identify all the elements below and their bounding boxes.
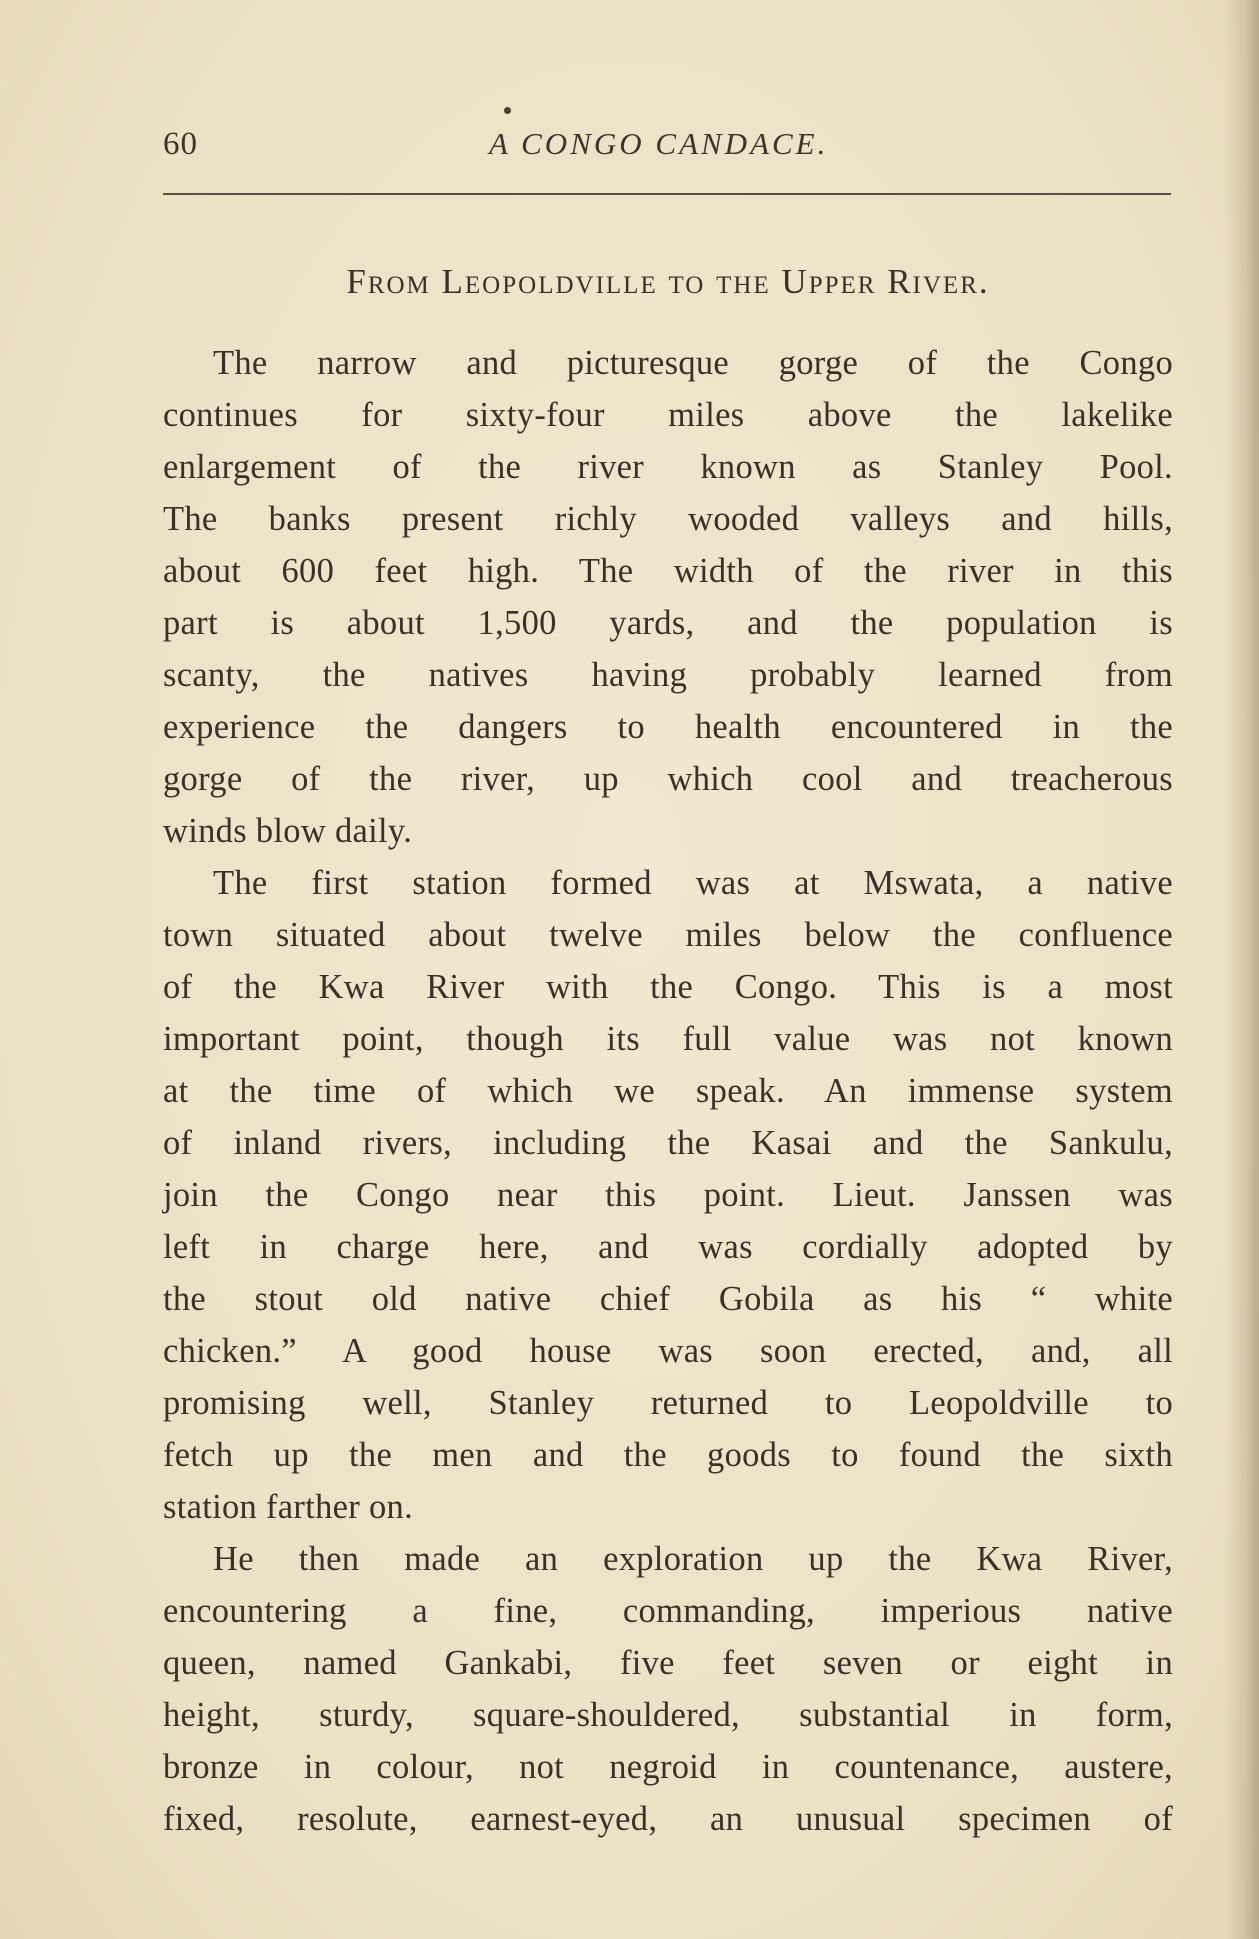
- text-line: part is about 1,500 yards, and the population is: [163, 604, 1173, 642]
- page-edge-shadow: [1225, 0, 1259, 1939]
- text-line: queen, named Gankabi, five feet seven or eight in: [163, 1644, 1173, 1682]
- text-line: station farther on.: [163, 1488, 413, 1526]
- text-line: left in charge here, and was cordially adopted by: [163, 1228, 1173, 1266]
- text-line: The narrow and picturesque gorge of the Congo: [213, 344, 1173, 382]
- text-line: The first station formed was at Mswata, a native: [213, 864, 1173, 902]
- text-line: at the time of which we speak. An immense system: [163, 1072, 1173, 1110]
- text-line: the stout old native chief Gobila as his “ white: [163, 1280, 1173, 1318]
- text-line: height, sturdy, square-shouldered, substantial in form,: [163, 1696, 1173, 1734]
- text-line: of the Kwa River with the Congo. This is a most: [163, 968, 1173, 1006]
- text-line: scanty, the natives having probably learned from: [163, 656, 1173, 694]
- paragraph-1: [163, 337, 1173, 857]
- printer-dot-mark: [504, 107, 511, 114]
- text-line: chicken.” A good house was soon erected, and, all: [163, 1332, 1173, 1370]
- section-heading: From Leopoldville to the Upper River.: [346, 262, 990, 301]
- text-line: He then made an exploration up the Kwa River,: [213, 1540, 1173, 1578]
- running-title: A CONGO CANDACE.: [489, 126, 829, 161]
- text-line: encountering a fine, commanding, imperious native: [163, 1592, 1173, 1630]
- text-line: promising well, Stanley returned to Leopoldville to: [163, 1384, 1173, 1422]
- header-rule: [163, 193, 1171, 195]
- text-line: about 600 feet high. The width of the river in this: [163, 552, 1173, 590]
- running-head: [163, 126, 1173, 174]
- text-line: fetch up the men and the goods to found the sixth: [163, 1436, 1173, 1474]
- text-line: join the Congo near this point. Lieut. Janssen was: [163, 1176, 1173, 1214]
- page-number: 60: [163, 126, 198, 162]
- text-line: fixed, resolute, earnest-eyed, an unusual specimen of: [163, 1800, 1173, 1838]
- paragraph-2: [163, 857, 1173, 1533]
- text-line: continues for sixty-four miles above the lakelike: [163, 396, 1173, 434]
- text-line: winds blow daily.: [163, 812, 413, 850]
- paragraph-3: [163, 1533, 1173, 1845]
- text-line: The banks present richly wooded valleys and hills,: [163, 500, 1173, 538]
- text-line: town situated about twelve miles below the confluence: [163, 916, 1173, 954]
- text-line: of inland rivers, including the Kasai and the Sankulu,: [163, 1124, 1173, 1162]
- text-line: enlargement of the river known as Stanley Pool.: [163, 448, 1173, 486]
- text-line: experience the dangers to health encountered in the: [163, 708, 1173, 746]
- text-line: gorge of the river, up which cool and treacherous: [163, 760, 1173, 798]
- text-line: bronze in colour, not negroid in countenance, austere,: [163, 1748, 1173, 1786]
- text-line: important point, though its full value was not known: [163, 1020, 1173, 1058]
- body-text: [163, 337, 1173, 1845]
